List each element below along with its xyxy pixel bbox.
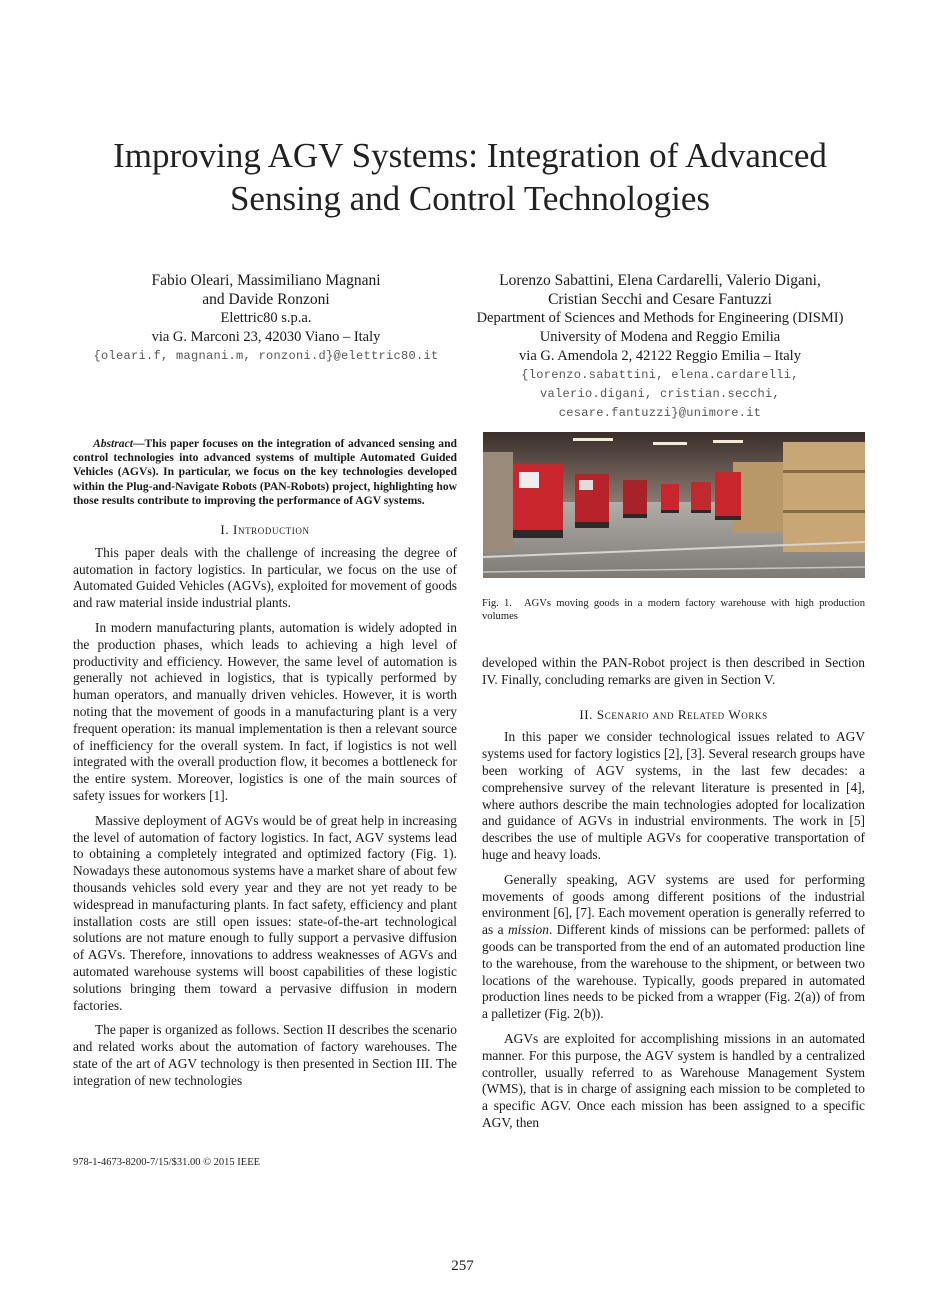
title-line-2: Sensing and Control Technologies (229, 179, 711, 218)
figure-1-caption (482, 597, 865, 623)
author-email-line-1: {lorenzo.sabattini, elena.cardarelli, (521, 368, 799, 382)
title-line-1: Improving AGV Systems: Integration of Advanced (113, 136, 827, 175)
author-names-line-2: Cristian Secchi and Cesare Fantuzzi (548, 291, 772, 308)
agv-vehicle (691, 482, 711, 513)
agv-vehicle (575, 474, 609, 528)
section-heading-scenario: II. Scenario and Related Works (579, 706, 768, 722)
author-email: {oleari.f, magnani.m, ronzoni.d}@elettric80.it (93, 349, 439, 363)
emphasis-mission: mission (508, 922, 549, 938)
author-affiliation: Elettric80 s.p.a. (220, 310, 312, 326)
paragraph-missions (482, 872, 865, 1023)
paragraph: Massive deployment of AGVs would be of great help in increasing the level of automation of factory logistics. In fact, AGV systems lead to obtaining a completely integrated and optimized factory (Fig. 1). Nowadays these autonomous systems have a market share of about few thousands vehicles sold every year and they are not yet ready to be widespread in manufacturing plants. In fact safety, efficiency and plant installation costs are still open issues: state-of-the-art technological solutions are not mature enough to fully support a pervasive diffusion of AGVs. Therefore, innovations to address weaknesses of AGVs and automated warehouse systems will boost capabilities of these logistic solutions bringing them toward a pervasive diffusion in modern factories. (73, 812, 457, 1013)
ceiling-light (573, 438, 613, 441)
text-run: . Different kinds of missions can be performed: pallets of goods can be transported from the end of an automated production line to the warehouse, from the warehouse to the shipment, or between two locations of the warehouse. Typically, goods prepared in automated production lines needs to be picked from a wrapper (Fig. 2(a)) of from a palletizer (Fig. 2(b)). (482, 922, 865, 1022)
ceiling-light (713, 440, 743, 443)
paragraph: AGVs are exploited for accomplishing missions in an automated manner. For this purpose, the AGV system is handled by a centralized controller, usually referred to as Warehouse Management System (WMS), that is in charge of assigning each mission to be completed to a specific AGV. Once each mission has been assigned to a specific AGV, then (482, 1030, 865, 1130)
author-address: via G. Amendola 2, 42122 Reggio Emilia – Italy (519, 348, 801, 364)
abstract-label: Abstract (93, 437, 133, 450)
paragraph: This paper deals with the challenge of increasing the degree of automation in factory logistics. In particular, we focus on the use of Automated Guided Vehicles (AGVs), exploited for movement of goods and raw material inside industrial plants. (73, 544, 457, 611)
figure-1-warehouse-photo (483, 432, 865, 578)
paragraph: In modern manufacturing plants, automation is widely adopted in the production phases, which leads to achieving a high level of productivity and efficiency. However, the same level of automation is generally not achieved in logistics, that is typically performed by human operators, and manually driven vehicles. However, it is worth noting that the movement of goods in a manufacturing plant is a very frequent operation: its manual implementation is then a relevant source of inefficiency for the overall system. In fact, if logistics is not well integrated with the overall production flow, it becomes a bottleneck for the entire system. Moreover, logistics is one of the main sources of safety issues for workers [1]. (73, 620, 457, 803)
warehouse-photo-illustration (483, 432, 865, 578)
ceiling-light (653, 442, 687, 445)
agv-vehicle (623, 480, 647, 518)
paragraph: In this paper we consider technological issues related to AGV systems used for factory logistics [2], [3]. Several research groups have been working of AGV systems, in the last few decades: a comprehensive survey of the relevant literature is presented in [4], where authors describe the main technologies adopted for localization and guidance of AGVs in industrial environments. The work in [5] describes the use of multiple AGVs for cooperative transportation of huge and heavy loads. (482, 729, 865, 862)
author-block-elettric80 (56, 271, 476, 366)
paragraph-continuation: developed within the PAN-Robot project is then described in Section IV. Finally, concluding remarks are given in Section V. (482, 655, 865, 687)
author-university: University of Modena and Reggio Emilia (539, 329, 781, 345)
copyright-notice: 978-1-4673-8200-7/15/$31.00 © 2015 IEEE (73, 1157, 261, 1168)
pallet-rack-left (483, 452, 513, 552)
right-column (482, 655, 865, 1140)
rack-shelf (783, 510, 865, 513)
agv-vehicle (715, 472, 741, 520)
figure-label: Fig. 1. (482, 598, 512, 609)
abstract-text: —This paper focuses on the integration of advanced sensing and control technologies into advanced systems of multiple Automated Guided Vehicles (AGVs). In particular, we focus on the key technologies developed within the Plug-and-Navigate Robots (PAN-Robots) project, highlighting how those results contribute to improving the performance of AGV systems. (73, 437, 457, 507)
pallet-rack-right (783, 442, 865, 552)
author-names-line-1: Fabio Oleari, Massimiliano Magnani (151, 272, 381, 289)
author-department: Department of Sciences and Methods for Engineering (DISMI) (476, 310, 844, 326)
author-email-line-2: valerio.digani, cristian.secchi, (539, 387, 781, 401)
page-number: 257 (451, 1258, 474, 1274)
author-names-line-1: Lorenzo Sabattini, Elena Cardarelli, Valerio Digani, (499, 272, 821, 289)
text-run: Generally speaking, AGV systems are used for performing movements of goods among different positions of the industrial environment [6], [7]. Each movement operation is generally referred to as a (482, 871, 865, 938)
agv-vehicle (513, 464, 563, 538)
agv-vehicle (661, 484, 679, 513)
paragraph: The paper is organized as follows. Section II describes the scenario and related works about the automation of factory warehouses. The state of the art of AGV technology is then presented in Section III. The integration of new technologies (73, 1022, 457, 1088)
left-column (73, 437, 457, 1098)
abstract (73, 437, 457, 508)
figure-caption-text: AGVs moving goods in a modern factory warehouse with high production volumes (482, 598, 866, 622)
author-block-unimore (450, 271, 870, 423)
author-email-line-3: cesare.fantuzzi}@unimore.it (558, 406, 762, 420)
paper-title (60, 134, 880, 220)
author-address: via G. Marconi 23, 42030 Viano – Italy (151, 329, 381, 345)
author-names-line-2: and Davide Ronzoni (202, 291, 330, 308)
section-heading-introduction: I. Introduction (220, 522, 310, 538)
rack-shelf (783, 470, 865, 473)
